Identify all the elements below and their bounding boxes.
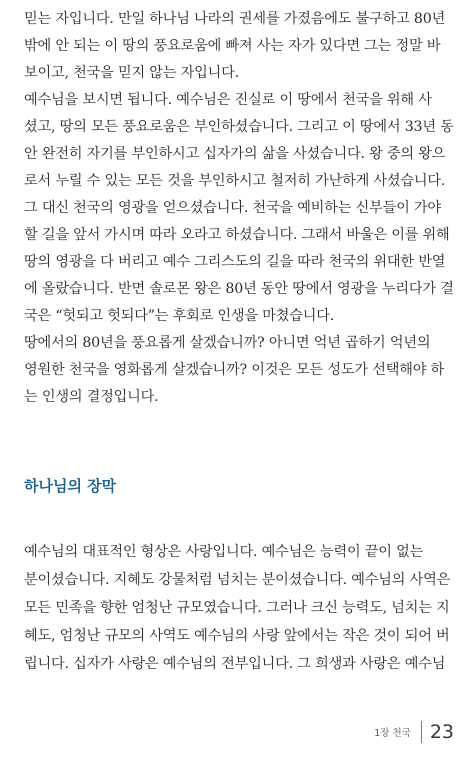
text-line: 믿는 자입니다. 만일 하나님 나라의 권세를 가졌음에도 불구하고 80년 — [24, 11, 446, 27]
text-line: 에 올랐습니다. 반면 솔로몬 왕은 80년 동안 땅에서 영광을 누리다가 결 — [24, 281, 454, 297]
text-line: 예수님을 보시면 됩니다. 예수님은 진실로 이 땅에서 천국을 위해 사 — [24, 92, 432, 108]
body-text-top — [24, 6, 456, 411]
text-line: 국은 “헛되고 헛되다”는 후회로 인생을 마쳤습니다. — [24, 308, 335, 324]
text-line: 땅의 영광을 다 버리고 예수 그리스도의 길을 따라 천국의 위대한 반열 — [24, 254, 446, 270]
text-line: 예수님의 대표적인 형상은 사랑입니다. 예수님은 능력이 끝이 없는 — [24, 544, 424, 560]
text-line: 밖에 안 되는 이 땅의 풍요로움에 빠져 사는 자가 있다면 그는 정말 바 — [24, 38, 441, 54]
section-heading: 하나님의 장막 — [24, 477, 117, 495]
text-line: 영원한 천국을 영화롭게 살겠습니까? 이것은 모든 성도가 선택해야 하 — [24, 362, 445, 378]
text-line: 로서 누릴 수 있는 모든 것을 부인하시고 철저히 가난하게 사셨습니다. — [24, 173, 446, 189]
text-line: 는 인생의 결정입니다. — [24, 389, 159, 405]
text-line: 안 완전히 자기를 부인하시고 십자가의 삶을 사셨습니다. 왕 중의 왕으 — [24, 146, 446, 162]
text-line: 혜도, 엄청난 규모의 사역도 예수님의 사랑 앞에서는 작은 것이 되어 버 — [24, 628, 450, 644]
chapter-label: 1장 천국 — [374, 728, 411, 739]
footer-divider — [421, 721, 422, 743]
text-line: 모든 민족을 향한 엄청난 규모였습니다. 그러나 크신 능력도, 넘치는 지 — [24, 600, 450, 616]
page-number: 23 — [429, 721, 454, 743]
text-line: 땅에서의 80년을 풍요롭게 살겠습니까? 아니면 억년 곱하기 억년의 — [24, 335, 431, 351]
text-line: 그 대신 천국의 영광을 얻으셨습니다. 천국을 예비하는 신부들이 가야 — [24, 200, 441, 216]
body-text-bottom — [24, 538, 456, 678]
page-footer — [374, 721, 454, 743]
text-line: 분이셨습니다. 지혜도 강물처럼 넘치는 분이셨습니다. 예수님의 사역은 — [24, 572, 451, 588]
text-line: 립니다. 십자가 사랑은 예수님의 전부입니다. 그 희생과 사랑은 예수님 — [24, 656, 446, 672]
text-line: 보이고, 천국을 믿지 않는 자입니다. — [24, 65, 239, 81]
text-line: 셨고, 땅의 모든 풍요로움은 부인하셨습니다. 그리고 이 땅에서 33년 동 — [24, 119, 454, 135]
text-line: 할 길을 앞서 가시며 따라 오라고 하셨습니다. 그래서 바울은 이를 위해 — [24, 227, 450, 243]
